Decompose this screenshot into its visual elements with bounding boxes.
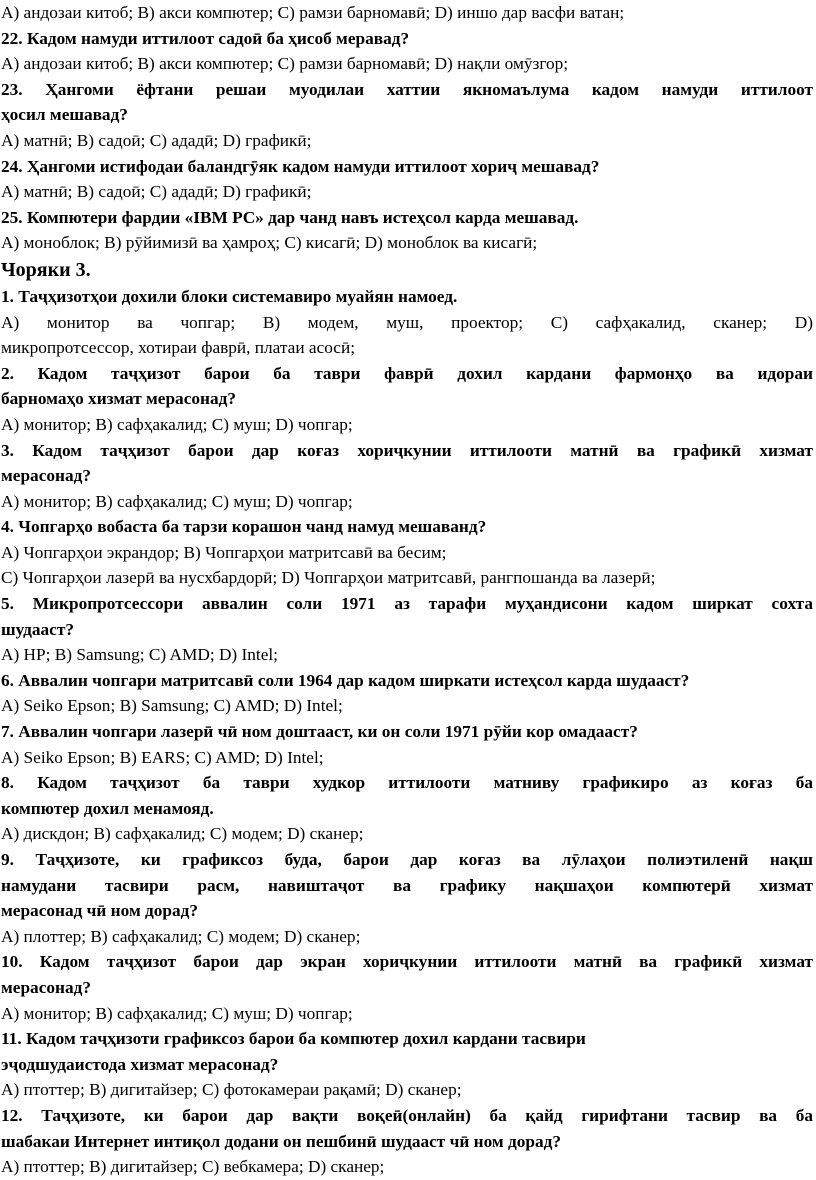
question-line: компютер дохил менамояд. [1,798,214,818]
question-line: 6. Аввалин чопгари матритсавӣ соли 1964 дар кадом ширкати истеҳсол карда шудааст? [1,670,690,690]
question-line: 2. Кадом таҷҳизот барои ба таври фаврӣ дохил кардани фармонҳо ва идораи [1,363,813,383]
answer-line: A) моноблок; B) рӯйимизӣ ва ҳамроҳ; C) кисагӣ; D) моноблок ва кисагӣ; [1,233,538,253]
question-line: 23. Ҳангоми ёфтани решаи муодилаи хаттии якномаълума кадом намуди иттилоот [1,79,813,99]
question-line: 24. Ҳангоми истифодаи баландгӯяк кадом намуди иттилоот хориҷ мешавад? [1,156,600,176]
question-line: 9. Таҷҳизоте, ки графиксоз буда, барои дар коғаз ва лӯлаҳои полиэтиленӣ нақш [1,850,813,869]
question-line: 25. Компютери фардии «IBM PC» дар чанд навъ истеҳсол карда мешавад. [1,207,579,227]
answer-line: A) плоттер; B) сафҳакалид; C) модем; D) сканер; [1,926,361,946]
question-line: ҳосил мешавад? [1,105,128,125]
answer-line: A) монитор; B) сафҳакалид; C) муш; D) чопгар; [1,491,353,511]
question-line: шабакаи Интернет интиқол додани он пешбинӣ шудааст чӣ ном дорад? [1,1131,561,1151]
question-line: барномаҳо хизмат мерасонад? [1,389,236,409]
answer-line: A) андозаи китоб; B) акси компютер; C) рамзи барномавӣ; D) нақли омӯзгор; [1,54,569,74]
question-line: 7. Аввалин чопгари лазерӣ чӣ ном доштааст, ки он соли 1971 рӯйи кор омадааст? [1,722,638,742]
answer-line: A) птоттер; B) дигитайзер; C) фотокамераи рақамӣ; D) сканер; [1,1080,462,1100]
section-heading: Чоряки 3. [1,258,91,281]
answer-line: A) HP; B) Samsung; C) AMD; D) Intel; [1,645,278,665]
question-line: 10. Кадом таҷҳизот барои дар экран хориҷкунии иттилооти матнӣ ва графикӣ хизмат [1,952,813,972]
answer-line: A) Чопгарҳои экрандор; B) Чопгарҳои матритсавӣ ва бесим; [1,542,447,562]
answer-line: A) монитор; B) сафҳакалид; C) муш; D) чопгар; [1,1003,353,1023]
question-line: мерасонад? [1,977,91,997]
answer-line: C) Чопгарҳои лазерӣ ва нусхбардорӣ; D) Чопгарҳои матритсавӣ, рангпошанда ва лазерӣ; [1,568,656,588]
question-line: шудааст? [1,619,74,639]
question-line: эҷодшудаистода хизмат мерасонад? [1,1054,279,1074]
answer-line: A) дискдон; B) сафҳакалид; C) модем; D) сканер; [1,824,364,844]
answer-line: микропротсессор, хотираи фаврӣ, платаи асосӣ; [1,338,356,358]
question-line: 12. Таҷҳизоте, ки барои дар вақти воқеӣ(онлайн) ба қайд гирифтани тасвир ва ба [1,1105,813,1125]
answer-line: A) матнӣ; B) садоӣ; C) ададӣ; D) графикӣ; [1,130,312,150]
question-line: 3. Кадом таҷҳизот барои дар коғаз хориҷкунии иттилооти матнӣ ва графикӣ хизмат [1,440,813,460]
question-line: 22. Кадом намуди иттилоот садоӣ ба ҳисоб меравад? [1,28,410,48]
answer-line: A) монитор; B) сафҳакалид; C) муш; D) чопгар; [1,414,353,434]
question-line: 11. Кадом таҷҳизоти графиксоз барои ба компютер дохил кардани тасвири [1,1029,586,1049]
answer-line: A) андозаи китоб; B) акси компютер; C) рамзи барномавӣ; D) иншо дар васфи ватан; [1,3,625,22]
question-line: 4. Чопгарҳо вобаста ба тарзи корашон чанд намуд мешаванд? [1,517,487,537]
question-line: 8. Кадом таҷҳизот ба таври худкор иттилооти матниву графикиро аз коғаз ба [1,773,813,793]
question-line: мерасонад? [1,466,91,486]
answer-line: A) Seiko Epson; B) EARS; C) AMD; D) Intel; [1,747,324,767]
question-line: намудани тасвири расм, навиштаҷот ва графику нақшаҳои компютерӣ хизмат [1,875,813,895]
answer-line: A) птоттер; B) дигитайзер; C) вебкамера; D) сканер; [1,1157,385,1177]
question-line: мерасонад чӣ ном дорад? [1,901,199,921]
answer-line: A) Seiko Epson; B) Samsung; C) AMD; D) Intel; [1,696,343,716]
question-line: 5. Микропротсессори аввалин соли 1971 аз тарафи муҳандисони кадом ширкат сохта [1,594,813,614]
answer-line: A) матнӣ; B) садоӣ; C) ададӣ; D) графикӣ; [1,182,312,202]
question-line: 1. Таҷҳизотҳои дохили блоки системавиро муайян намоед. [1,286,458,306]
answer-line: A) монитор ва чопгар; B) модем, муш, проектор; C) сафҳакалид, сканер; D) [1,312,813,332]
